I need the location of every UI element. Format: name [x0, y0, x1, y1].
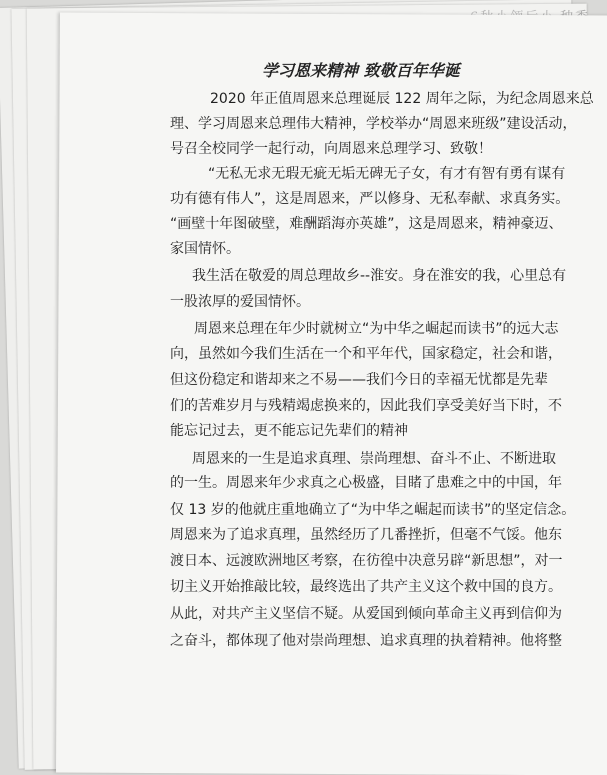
body-line: 渡日本、远渡欧洲地区考察，在彷徨中决意另辟“新思想”，对一 — [170, 553, 563, 569]
body-line: 2020 年正值周恩来总理诞辰 122 周年之际，为纪念周恩来总 — [210, 91, 594, 107]
body-line: 能忘记过去，更不能忘记先辈们的精神 — [170, 423, 408, 439]
body-line: 功有德有伟人”，这是周恩来，严以修身、无私奉献、求真务实。 — [170, 191, 570, 207]
body-line: 理、学习周恩来总理伟大精神，学校举办“周恩来班级”建设活动， — [170, 116, 577, 132]
body-line: 但这份稳定和谐却来之不易——我们今日的幸福无忧都是先辈 — [170, 372, 548, 388]
body-line: “画壁十年图破壁，难酬蹈海亦英雄”，这是周恩来，精神豪迈、 — [170, 216, 563, 232]
body-line: 仅 13 岁的他就庄重地确立了“为中华之崛起而读书”的坚定信念。 — [170, 502, 576, 518]
body-line: 周恩来总理在年少时就树立“为中华之崛起而读书”的远大志 — [194, 321, 559, 337]
body-line: 之奋斗，都体现了他对崇尚理想、追求真理的执着精神。他将整 — [170, 633, 562, 649]
document-title: 学习恩来精神 致敬百年华诞 — [262, 61, 460, 80]
body-line: 向，虽然如今我们生活在一个和平年代，国家稳定，社会和谐， — [170, 346, 562, 362]
body-line: 周恩来为了追求真理，虽然经历了几番挫折，但毫不气馁。他东 — [170, 527, 562, 543]
body-line: 家国情怀。 — [170, 241, 240, 257]
body-line: 号召全校同学一起行动，向周恩来总理学习、致敬！ — [170, 141, 492, 157]
body-line: 从此，对共产主义坚信不疑。从爱国到倾向革命主义再到信仰为 — [170, 606, 562, 622]
body-line: 的一生。周恩来年少求真之心极盛，目睹了患难之中的中国，年 — [170, 475, 562, 491]
body-line: 周恩来的一生是追求真理、崇尚理想、奋斗不止、不断进取 — [192, 451, 556, 467]
body-line: 我生活在敬爱的周总理故乡--淮安。身在淮安的我，心里总有 — [192, 268, 567, 284]
body-line: 们的苦难岁月与残精竭虑换来的，因此我们享受美好当下时，不 — [170, 398, 562, 414]
body-line: 切主义开始推敲比较，最终选出了共产主义这个救中国的良方。 — [170, 579, 562, 595]
body-line: “无私无求无瑕无疵无垢无碑无子女，有才有智有勇有谋有 — [208, 166, 566, 182]
body-line: 一股浓厚的爱国情怀。 — [170, 294, 310, 310]
